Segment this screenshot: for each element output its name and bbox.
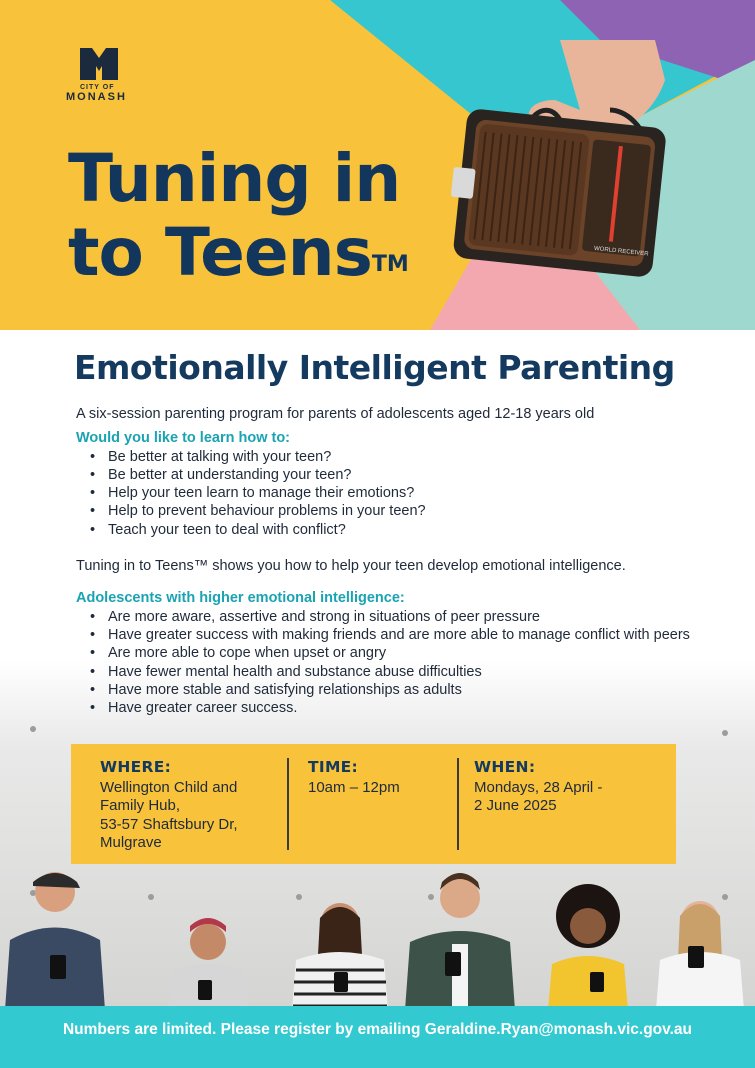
logo-monash: MONASH (66, 91, 127, 103)
section-subtitle: Emotionally Intelligent Parenting (74, 348, 675, 387)
registration-footer (0, 1006, 755, 1068)
teen-figure (5, 872, 105, 1010)
teen-figure (292, 903, 388, 1010)
list-item: • Help your teen learn to manage their emotions? (90, 484, 696, 502)
when-label: WHEN: (474, 758, 536, 776)
city-of-monash-logo (66, 44, 140, 103)
title-line-2-text: to Teens (68, 214, 372, 291)
title-line-1: Tuning in (68, 140, 401, 217)
list-item: • Teach your teen to deal with conflict? (90, 521, 696, 539)
teen-figure (168, 918, 248, 1010)
time-label: TIME: (308, 758, 359, 776)
event-details-box (71, 744, 676, 864)
when-column (474, 758, 664, 816)
list-item: • Help to prevent behaviour problems in your teen? (90, 502, 696, 520)
list-item: • Be better at talking with your teen? (90, 448, 696, 466)
program-statement: Tuning in to Teens™ shows you how to help your teen develop emotional intelligence. (76, 558, 626, 575)
title-line-2 (68, 216, 409, 290)
learn-list (90, 448, 696, 539)
where-line: Mulgrave (100, 834, 162, 851)
radio-brand-label: WORLD RECEIVER (593, 245, 649, 258)
radio-illustration (440, 40, 700, 280)
where-column (100, 758, 280, 853)
main-content (76, 405, 696, 717)
wall-rivet (30, 726, 36, 732)
teen-figure (656, 901, 744, 1010)
registration-text: Numbers are limited. Please register by emailing Geraldine.Ryan@monash.vic.gov.au (62, 1021, 693, 1038)
list-item: • Be better at understanding your teen? (90, 466, 696, 484)
page-title (68, 142, 409, 290)
teen-figure (548, 884, 628, 1010)
wall-rivet (722, 730, 728, 736)
learn-heading: Would you like to learn how to: (76, 430, 291, 447)
list-item: • Are more aware, assertive and strong in situations of peer pressure (90, 608, 696, 626)
logo-city-of: CITY OF (80, 84, 115, 91)
header-banner (0, 0, 755, 330)
time-value: 10am – 12pm (308, 778, 400, 796)
benefits-list (90, 608, 696, 718)
where-label: WHERE: (100, 758, 172, 776)
where-line: 53-57 Shaftsbury Dr, (100, 815, 238, 833)
list-item: • Have fewer mental health and substance abuse difficulties (90, 663, 696, 681)
benefits-heading: Adolescents with higher emotional intelligence: (76, 590, 405, 607)
teen-figure (405, 873, 515, 1010)
when-line: Mondays, 28 April - (474, 778, 603, 796)
list-item: • Are more able to cope when upset or angry (90, 644, 696, 662)
column-divider (457, 758, 459, 850)
teenagers-with-phones-photo (0, 860, 755, 1010)
list-item: • Have greater success with making friends and are more able to manage conflict with peers (90, 626, 696, 644)
trademark-symbol: TM (371, 252, 409, 277)
intro-text: A six-session parenting program for parents of adolescents aged 12-18 years old (76, 406, 595, 422)
list-item: • Have more stable and satisfying relationships as adults (90, 681, 696, 699)
monash-m-icon (80, 44, 118, 80)
when-line: 2 June 2025 (474, 797, 557, 814)
time-column (308, 758, 448, 797)
where-line: Family Hub, (100, 797, 181, 814)
list-item: • Have greater career success. (90, 699, 696, 717)
column-divider (287, 758, 289, 850)
where-line: Wellington Child and (100, 778, 238, 796)
